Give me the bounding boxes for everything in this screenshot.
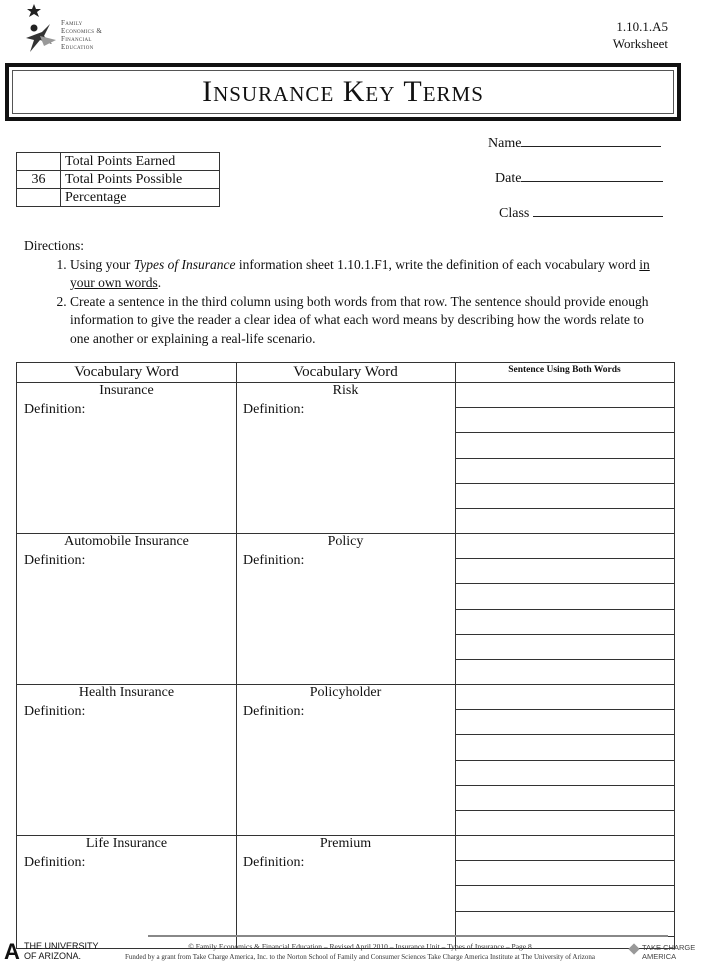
definition-label[interactable]: Definition: <box>243 553 305 568</box>
document-type: Worksheet <box>612 36 668 51</box>
sentence-line[interactable] <box>455 709 674 710</box>
vocabulary-table <box>16 362 675 949</box>
name-field[interactable] <box>488 134 661 152</box>
definition-label[interactable]: Definition: <box>243 704 305 719</box>
logo-line: Economics & <box>61 27 103 35</box>
sentence-line[interactable] <box>455 432 674 433</box>
directions <box>24 237 664 348</box>
points-value[interactable] <box>17 189 61 207</box>
points-label: Total Points Possible <box>61 171 220 189</box>
university-a-logo-icon: A <box>4 939 20 964</box>
logo-line: Education <box>61 43 94 51</box>
code-number: 1.10.1.A5 <box>616 19 668 34</box>
name-label: Name <box>488 136 522 151</box>
sentence-line[interactable] <box>455 583 674 584</box>
sponsor-name: TAKE CHARGE AMERICA <box>642 943 696 961</box>
sentence-line[interactable] <box>455 911 674 912</box>
directions-heading: Directions: <box>24 238 84 253</box>
definition-label[interactable]: Definition: <box>24 402 86 417</box>
column-header: Vocabulary Word <box>74 364 179 380</box>
definition-label[interactable]: Definition: <box>24 553 86 568</box>
date-field[interactable] <box>495 169 663 187</box>
vocabulary-word: Policyholder <box>309 685 382 700</box>
class-field[interactable] <box>499 204 663 222</box>
definition-label[interactable]: Definition: <box>24 855 86 870</box>
footer-copyright: © Family Economics & Financial Education – Revised April 2010 – Insurance Unit – Types of Insurance – Page 8 <box>188 942 532 951</box>
vocabulary-word: Health Insurance <box>78 685 175 700</box>
class-label: Class <box>499 206 530 221</box>
definition-label[interactable]: Definition: <box>24 704 86 719</box>
fefe-logo <box>22 2 58 59</box>
direction-item-2: 2. Create a sentence in the third column using both words from that row. The sentence should provide enough information to give the reader a clear idea of what each word means by describing how the words relate to one another or explaining a real-life scenario. <box>70 293 664 349</box>
vocabulary-word: Insurance <box>99 383 154 398</box>
vocabulary-word: Life Insurance <box>85 836 168 851</box>
star-figure-icon <box>22 2 58 54</box>
vocabulary-word: Policy <box>327 534 364 549</box>
document-code <box>613 18 668 52</box>
column-header: Vocabulary Word <box>293 364 398 380</box>
points-label: Total Points Earned <box>61 153 220 171</box>
points-value[interactable]: 36 <box>17 171 61 189</box>
definition-label[interactable]: Definition: <box>243 855 305 870</box>
sentence-line[interactable] <box>455 483 674 484</box>
sentence-line[interactable] <box>455 785 674 786</box>
points-row <box>17 171 220 189</box>
sentence-line[interactable] <box>455 609 674 610</box>
direction-item-1: 1. Using your Types of Insurance information sheet 1.10.1.F1, write the definition of each vocabulary word in your own words. <box>70 256 664 293</box>
sentence-line[interactable] <box>455 760 674 761</box>
points-row <box>17 189 220 207</box>
vocabulary-word: Risk <box>332 383 359 398</box>
page-title: Insurance Key Terms <box>202 75 484 108</box>
points-label: Percentage <box>61 189 220 207</box>
sentence-line[interactable] <box>455 634 674 635</box>
definition-label[interactable]: Definition: <box>243 402 305 417</box>
logo-line: Family <box>61 19 83 27</box>
sentence-line[interactable] <box>455 407 674 408</box>
sentence-line[interactable] <box>455 458 674 459</box>
title-box <box>5 63 681 121</box>
sentence-line[interactable] <box>455 810 674 811</box>
sentence-line[interactable] <box>455 885 674 886</box>
date-label: Date <box>495 171 522 186</box>
vocabulary-word: Premium <box>319 836 372 851</box>
sentence-line[interactable] <box>455 734 674 735</box>
points-table <box>16 152 220 207</box>
sentence-line[interactable] <box>455 558 674 559</box>
sentence-line[interactable] <box>455 659 674 660</box>
logo-line: Financial <box>61 35 92 43</box>
footer-funding: Funded by a grant from Take Charge America, Inc. to the Norton School of Family and Consumer Sciences Take Charge America Institute at The University of Arizona <box>125 953 595 961</box>
sentence-line[interactable] <box>455 860 674 861</box>
logo-org-name <box>61 19 102 51</box>
vocabulary-word: Automobile Insurance <box>64 534 189 549</box>
university-name: THE UNIVERSITY OF ARIZONA. <box>24 941 99 961</box>
column-header: Sentence Using Both Words <box>508 365 621 375</box>
points-row <box>17 153 220 171</box>
sentence-line[interactable] <box>455 508 674 509</box>
points-value[interactable] <box>17 153 61 171</box>
